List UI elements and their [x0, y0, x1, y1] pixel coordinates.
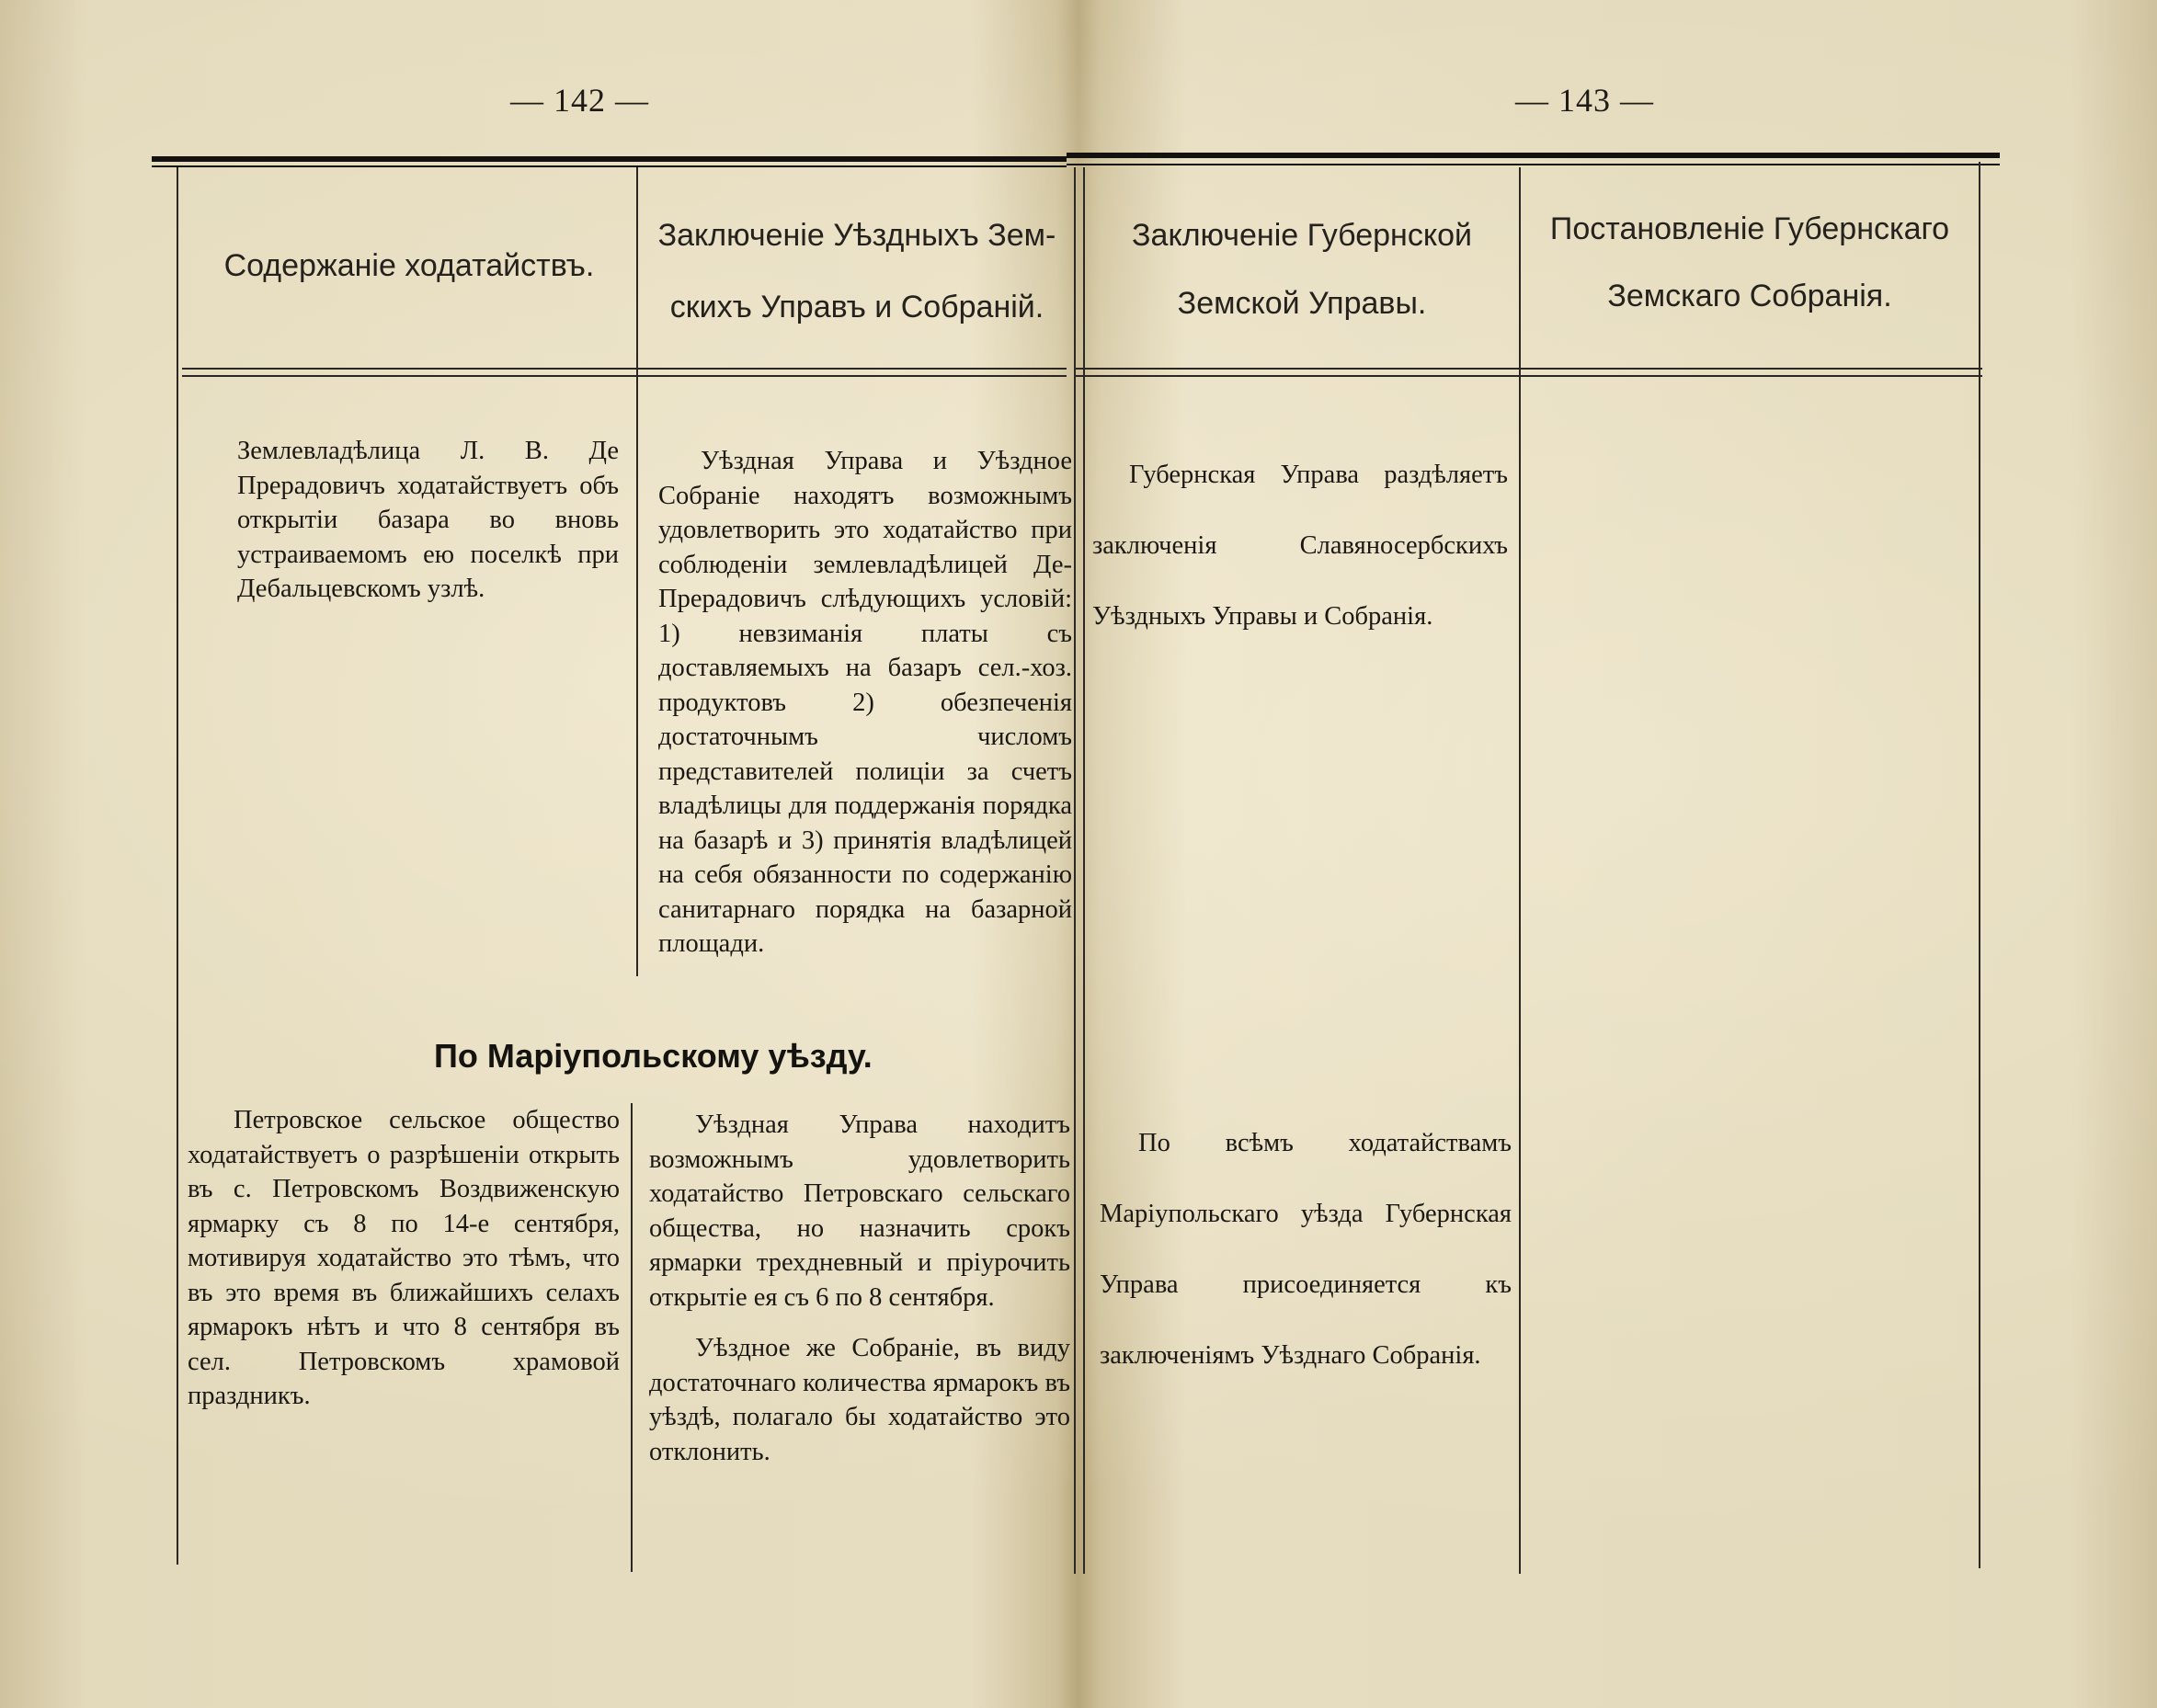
entry1-petition-text: Землевладѣлица Л. В. Де Прерадовичъ ходатайствуетъ объ открытіи базара во вновь устраиваемомъ ею поселкѣ при Дебальцевскомъ узлѣ. — [237, 437, 619, 603]
header-rule-right-2 — [1074, 375, 1982, 377]
header-col4-line2: Земскаго Собранія. — [1607, 279, 1892, 313]
page-number-right: — 143 — — [1515, 82, 1654, 119]
entry2-gubernia — [1100, 1108, 1512, 1391]
entry1-gubernia — [1092, 439, 1508, 652]
entry2-petition — [188, 1103, 620, 1414]
header-col1: Содержаніе ходатайствъ. — [223, 248, 595, 283]
entry1-petition — [237, 434, 619, 607]
col-line-left-mid-bottom — [631, 1103, 633, 1572]
col-line-left-mid-top — [636, 167, 638, 976]
top-rule-left — [152, 156, 1067, 162]
header-rule-left-2 — [182, 375, 1067, 377]
entry1-conclusion-text: Уѣздная Управа и Уѣздное Собраніе находятъ возможнымъ удовлетворить это ходатайство при соблюденіи землевладѣлицей Де-Прерадовичъ слѣдующихъ условій: 1) невзиманія платы съ доставляемыхъ на базаръ сел.-хоз. продуктовъ 2) обезпеченія достаточнымъ числомъ представителей полиціи за счетъ владѣлицы для поддержанія порядка на базарѣ и 3) принятія владѣлицей на себя обязанности по содержанію санитарнаго порядка на базарной площади. — [658, 447, 1072, 958]
entry2-conclusion — [649, 1108, 1070, 1469]
header-col3-line1: Заключеніе Губернской — [1132, 218, 1472, 253]
header-rule-left-1 — [182, 368, 1067, 370]
col-line-right-mid — [1519, 167, 1521, 1574]
top-rule-left-thin — [152, 165, 1067, 167]
top-rule-right — [1067, 153, 2000, 158]
page-number-left: — 142 — — [510, 82, 649, 119]
entry1-conclusion — [658, 444, 1072, 962]
header-col4-line1: Постановленіе Губернскаго — [1549, 211, 1950, 246]
col-line-center-left — [1074, 167, 1076, 1574]
entry2-petition-text: Петровское сельское общество ходатайствуетъ о разрѣшеніи открыть въ с. Петровскомъ Воздвиженскую ярмарку съ 8 по 14-е сентября, мотивируя ходатайство это тѣмъ, что въ это время въ ближайшихъ селахъ ярмарокъ нѣтъ и что 8 сентября въ сел. Петровскомъ храмовой праздникъ. — [188, 1106, 620, 1410]
col-line-center-right — [1083, 167, 1085, 1574]
header-col2-line1: Заключеніе Уѣздныхъ Зем- — [657, 218, 1056, 253]
entry2-gubernia-text: По всѣмъ ходатайствамъ Маріупольскаго уѣзда Губернская Управа присоединяется къ заключеніямъ Уѣзднаго Собранія. — [1100, 1129, 1512, 1370]
header-rule-right-1 — [1074, 368, 1982, 370]
entry2-conclusion-p1: Уѣздная Управа находитъ возможнымъ удовлетворить ходатайство Петровскаго сельскаго общества, но назначить срокъ ярмарки трехдневный и пріурочить открытіе ея съ 6 по 8 сентября. — [649, 1110, 1070, 1312]
col-line-right-outer — [1979, 162, 1980, 1568]
header-col2-line2: скихъ Управъ и Собраній. — [669, 290, 1044, 325]
bleed-through-decoration — [1535, 441, 1958, 1517]
header-col3-line2: Земской Управы. — [1177, 286, 1427, 321]
entry2-conclusion-p2: Уѣздное же Собраніе, въ виду достаточнаго количества ярмарокъ въ уѣздѣ, полагало бы ходатайство это отклонить. — [649, 1334, 1070, 1466]
top-rule-right-thin — [1067, 164, 2000, 165]
col-line-left-outer — [177, 167, 178, 1565]
entry1-gubernia-text: Губернская Управа раздѣляетъ заключенія Славяносербскихъ Уѣздныхъ Управы и Собранія. — [1092, 461, 1508, 631]
section-title-mariupol: По Маріупольскому уѣзду. — [434, 1037, 873, 1075]
